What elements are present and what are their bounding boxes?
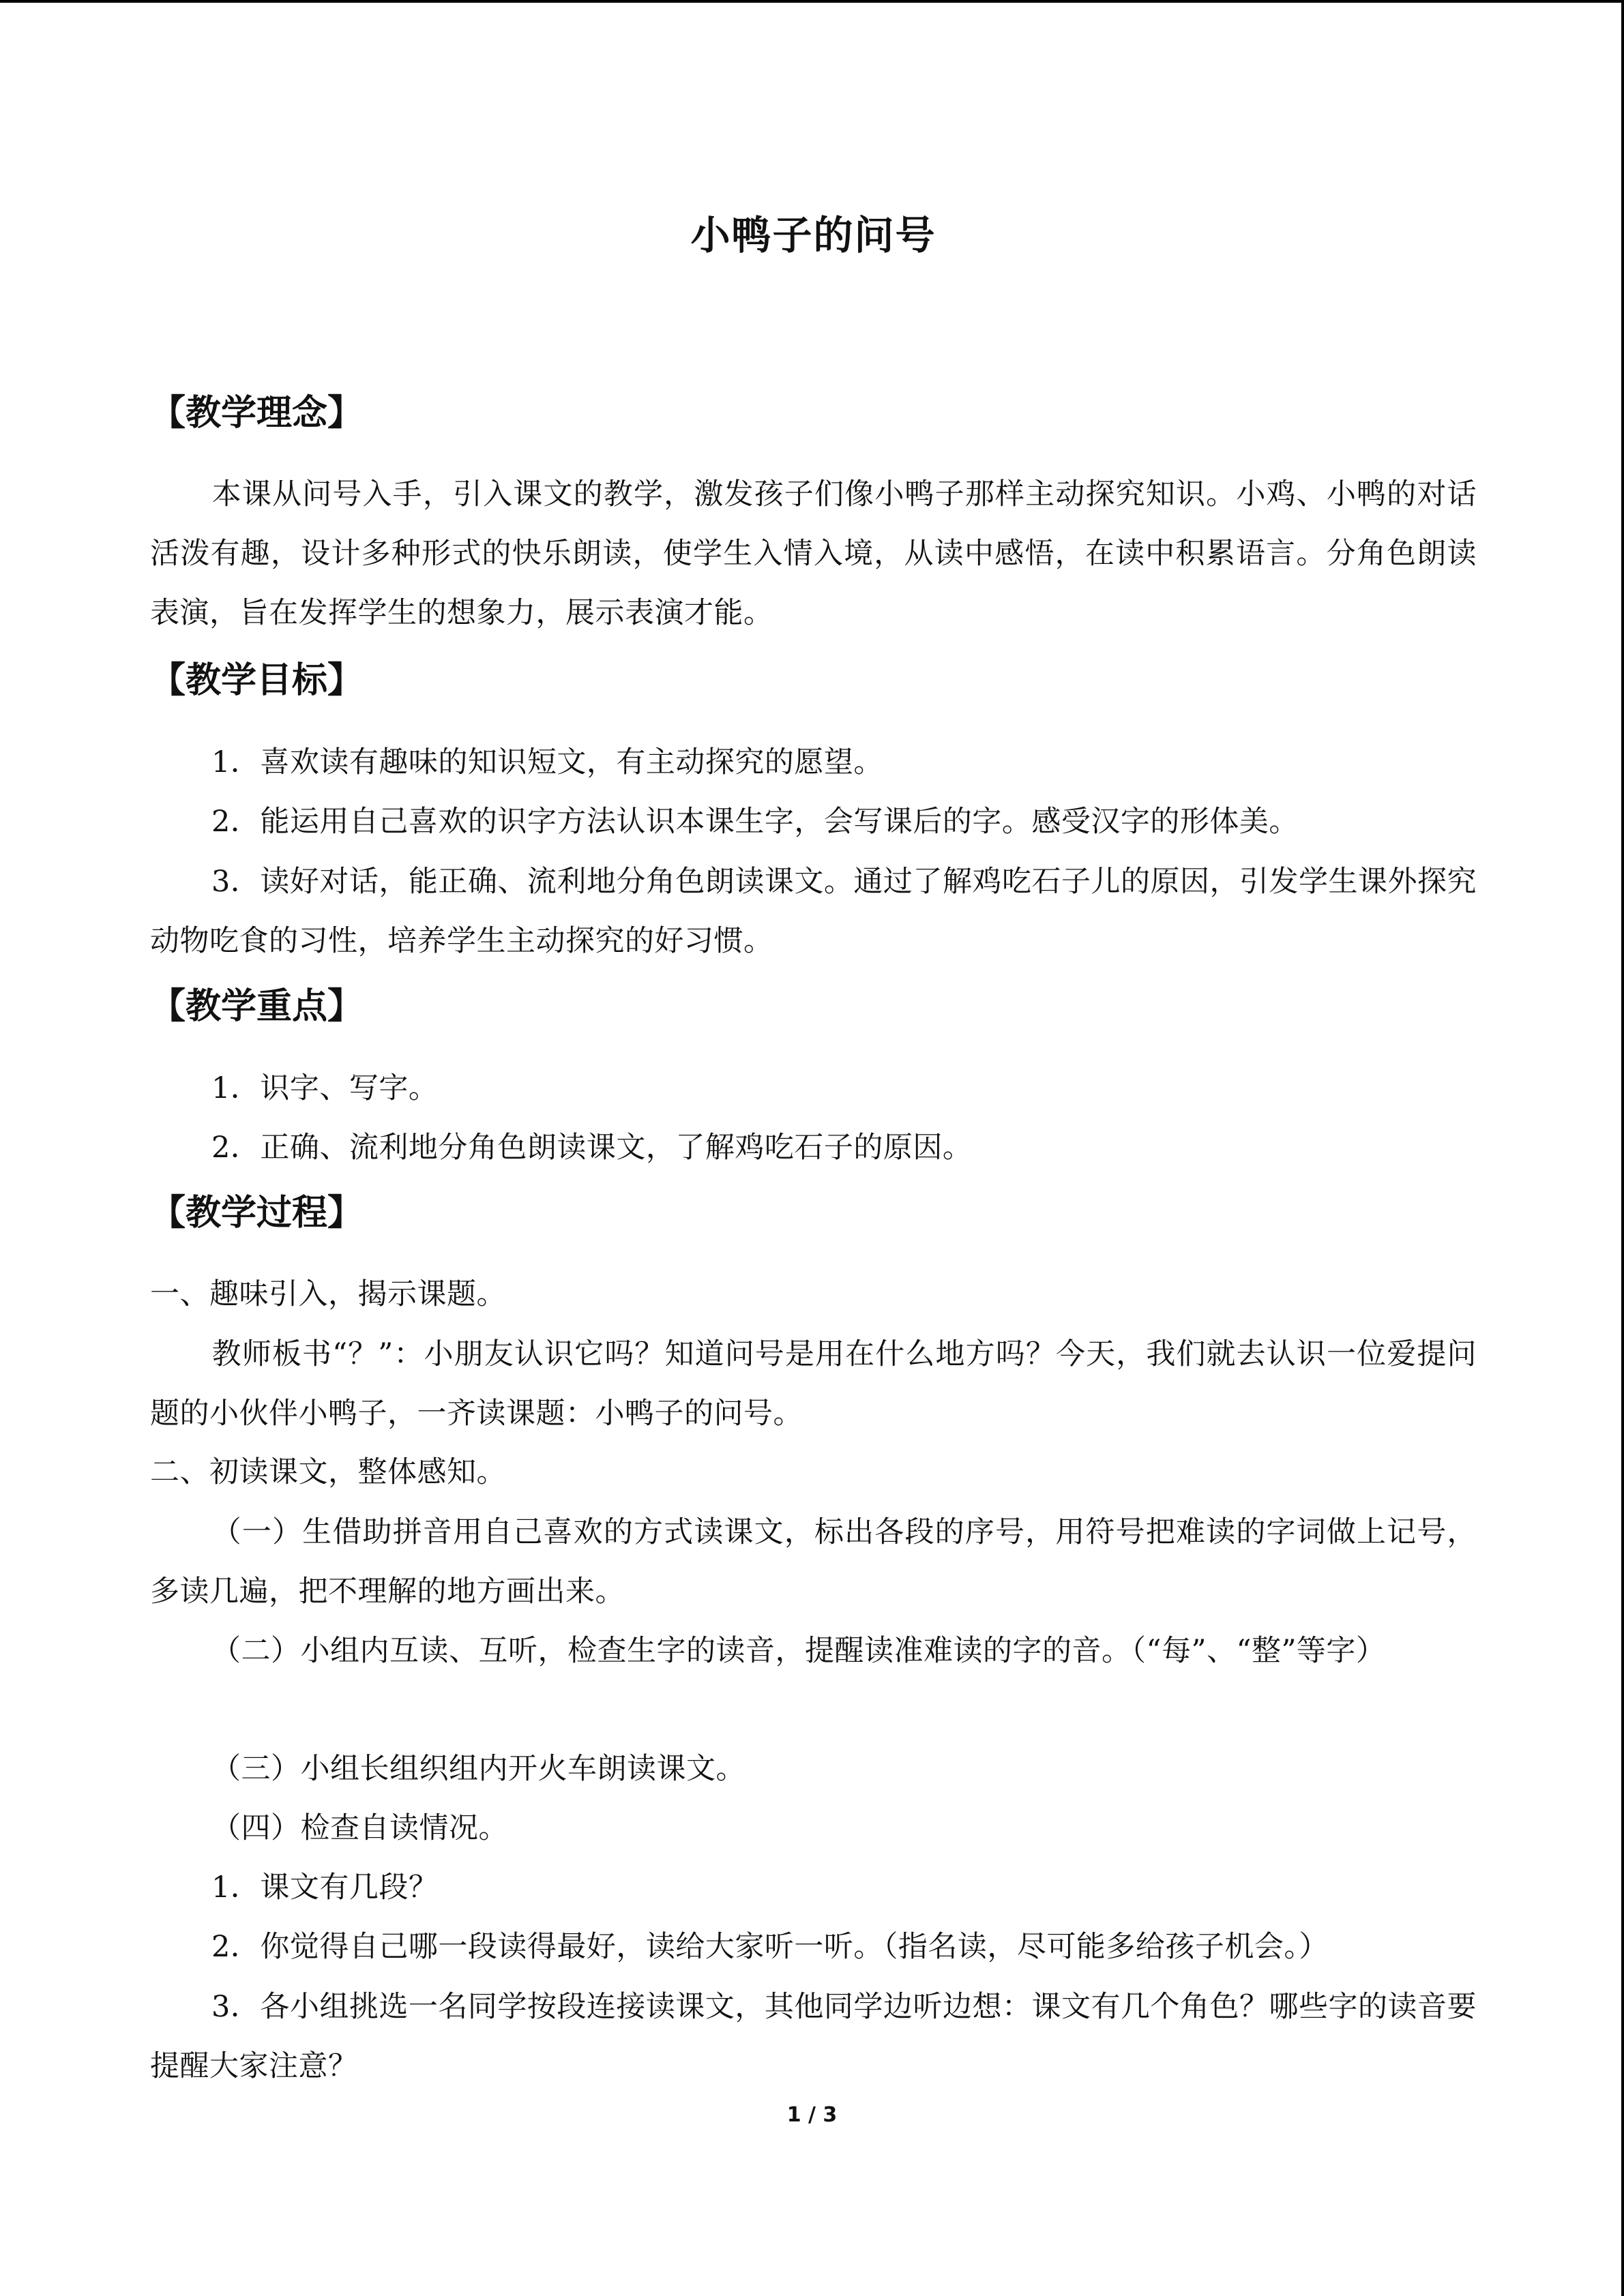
- page-top-border: [0, 0, 1624, 3]
- key-point-item: 2．正确、流利地分角色朗读课文，了解鸡吃石子的原因。: [211, 1131, 973, 1165]
- process-sub-item: （三）小组长组织组内开火车朗读课文。: [211, 1752, 745, 1786]
- section-heading-philosophy: 【教学理念】: [150, 393, 364, 434]
- section-heading-key-points: 【教学重点】: [150, 986, 364, 1027]
- objective-item: 3．读好对话，能正确、流利地分角色朗读课文。通过了解鸡吃石子儿的原因，引发学生课外探究动物吃食的习性，培养学生主动探究的好习惯。: [150, 865, 1477, 958]
- process-sub-item: （二）小组内互读、互听，检查生字的读音，提醒读准难读的字的音。（“每”、“整”等字）: [211, 1634, 1386, 1668]
- page-right-border: [1621, 0, 1624, 2296]
- section-heading-process: 【教学过程】: [150, 1193, 364, 1234]
- check-item: 2．你觉得自己哪一段读得最好，读给大家听一听。（指名读，尽可能多给孩子机会。）: [211, 1930, 1329, 1964]
- process-step-title: 二、初读课文，整体感知。: [150, 1455, 506, 1489]
- process-sub-item: （一）生借助拼音用自己喜欢的方式读课文，标出各段的序号，用符号把难读的字词做上记号，多读几遍，把不理解的地方画出来。: [150, 1515, 1477, 1609]
- philosophy-paragraph: 本课从问号入手，引入课文的教学，激发孩子们像小鸭子那样主动探究知识。小鸡、小鸭的对话活泼有趣，设计多种形式的快乐朗读，使学生入情入境，从读中感悟，在读中积累语言。分角色朗读表演，旨在发挥学生的想象力，展示表演才能。: [150, 477, 1477, 630]
- objective-item: 2．能运用自己喜欢的识字方法认识本课生字，会写课后的字。感受汉字的形体美。: [211, 805, 1299, 839]
- process-paragraph: 教师板书“？”：小朋友认识它吗？知道问号是用在什么地方吗？今天，我们就去认识一位爱提问题的小伙伴小鸭子，一齐读课题：小鸭子的问号。: [150, 1337, 1477, 1431]
- document-title: 小鸭子的问号: [690, 212, 936, 258]
- process-step-title: 一、趣味引入，揭示课题。: [150, 1277, 506, 1311]
- process-sub-item: （四）检查自读情况。: [211, 1811, 508, 1845]
- check-item: 3．各小组挑选一名同学按段连接读课文，其他同学边听边想：课文有几个角色？哪些字的读音要提醒大家注意？: [150, 1990, 1477, 2083]
- check-item: 1．课文有几段？: [211, 1870, 439, 1905]
- section-heading-objectives: 【教学目标】: [150, 660, 364, 701]
- page-number: 1 / 3: [786, 2103, 838, 2127]
- objective-item: 1．喜欢读有趣味的知识短文，有主动探究的愿望。: [211, 745, 883, 779]
- key-point-item: 1．识字、写字。: [211, 1071, 439, 1105]
